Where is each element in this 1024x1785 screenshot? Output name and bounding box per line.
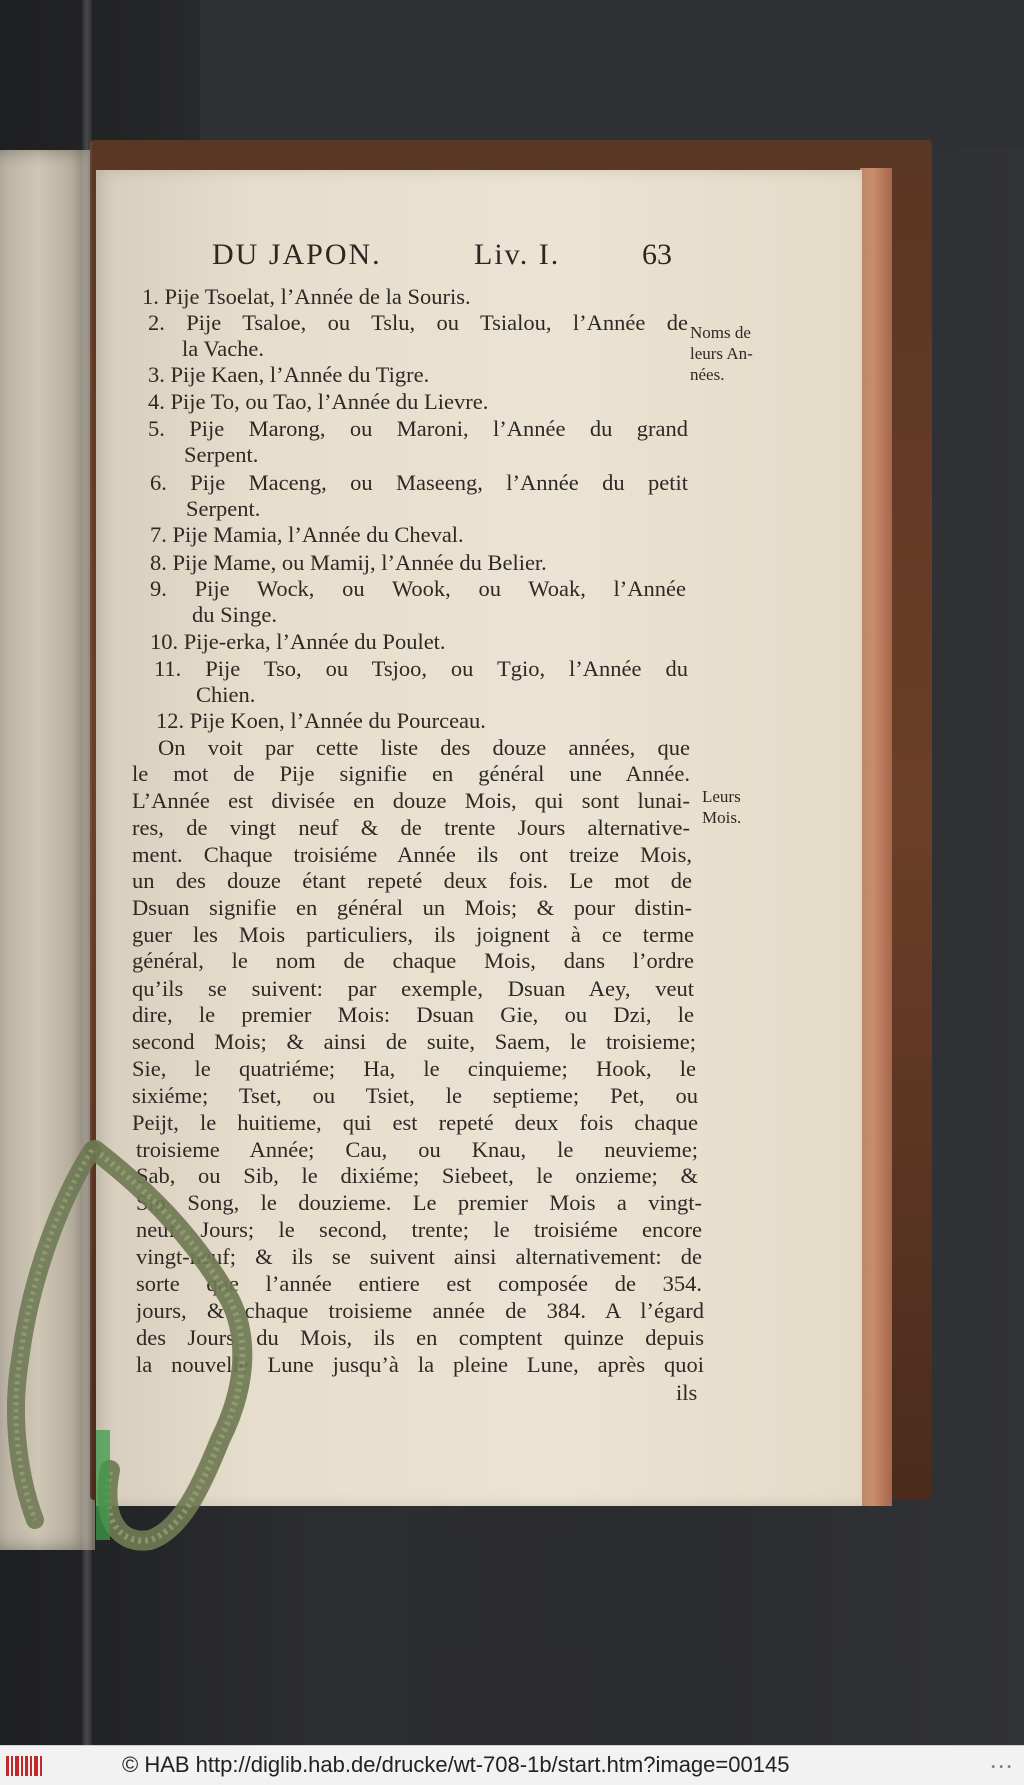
- text-line: guer les Mois particuliers, ils joignent à ce terme: [132, 922, 694, 947]
- text-line: un des douze étant repeté deux fois. Le mot de: [132, 868, 692, 893]
- margin-note-line: Mois.: [702, 808, 742, 827]
- text-line: sorte que l’année entiere est composée de 354.: [136, 1271, 702, 1296]
- text-line: ment. Chaque troisiéme Année ils ont treize Mois,: [132, 842, 692, 867]
- text-line: la Vache.: [182, 336, 265, 361]
- text-line: Sie, le quatriéme; Ha, le cinquieme; Hook, le: [132, 1056, 696, 1081]
- left-page-edge: [0, 150, 95, 1550]
- text-line: Dsuan signifie en général un Mois; & pour distin-: [132, 895, 692, 920]
- text-line: 3. Pije Kaen, l’Année du Tigre.: [148, 362, 430, 387]
- text-line: Sab, ou Sib, le dixiéme; Siebeet, le onzieme; &: [136, 1163, 698, 1188]
- text-line: la nouvelle Lune jusqu’à la pleine Lune, après quoi: [136, 1352, 704, 1377]
- margin-note-line: leurs An-: [690, 344, 753, 363]
- page-number: 63: [642, 238, 672, 271]
- text-line: second Mois; & ainsi de suite, Saem, le troisieme;: [132, 1029, 696, 1054]
- text-line: général, le nom de chaque Mois, dans l’ordre: [132, 948, 694, 973]
- text-line: 1. Pije Tsoelat, l’Année de la Souris.: [142, 284, 471, 309]
- glass-strap: [82, 0, 92, 1745]
- text-line: du Singe.: [192, 602, 278, 627]
- text-line: 10. Pije-erka, l’Année du Poulet.: [150, 629, 446, 654]
- text-line: res, de vingt neuf & de trente Jours alternative-: [132, 815, 690, 840]
- text-line: Serpent.: [186, 496, 261, 521]
- running-head: [212, 238, 682, 278]
- text-line: neuf Jours; le second, trente; le troisiéme encore: [136, 1217, 702, 1242]
- margin-note-line: Leurs: [702, 787, 741, 806]
- text-line: qu’ils se suivent: par exemple, Dsuan Aey, veut: [132, 976, 694, 1001]
- text-line: le mot de Pije signifie en général une Année.: [132, 761, 690, 786]
- text-line: des Jours du Mois, ils en comptent quinze depuis: [136, 1325, 704, 1350]
- text-line: 11. Pije Tso, ou Tsjoo, ou Tgio, l’Année du: [154, 656, 688, 681]
- page-edges: [860, 168, 892, 1506]
- text-line: 5. Pije Marong, ou Maroni, l’Année du grand: [148, 416, 688, 441]
- hab-barcode-logo-icon: [4, 1754, 46, 1778]
- footer-source-link[interactable]: © HAB http://diglib.hab.de/drucke/wt-708-1b/start.htm?image=00145: [122, 1752, 790, 1777]
- dark-backdrop: [200, 0, 1024, 150]
- running-head-book: Liv. I.: [474, 238, 561, 271]
- text-line: sixiéme; Tset, ou Tsiet, le septieme; Pet, ou: [132, 1083, 698, 1108]
- text-line: dire, le premier Mois: Dsuan Gie, ou Dzi, le: [132, 1002, 694, 1027]
- margin-note-line: Noms de: [690, 323, 751, 342]
- text-line: Chien.: [196, 682, 256, 707]
- margin-note-months: [702, 786, 741, 828]
- text-line: Serpent.: [184, 442, 259, 467]
- text-line: 8. Pije Mame, ou Mamij, l’Année du Belier.: [150, 550, 547, 575]
- text-line: vingt-neuf; & ils se suivent ainsi alternativement: de: [136, 1244, 702, 1269]
- text-line: 6. Pije Maceng, ou Maseeng, l’Année du petit: [150, 470, 688, 495]
- text-line: 2. Pije Tsaloe, ou Tslu, ou Tsialou, l’Année de: [148, 310, 688, 335]
- text-line: Peijt, le huitieme, qui est repeté deux fois chaque: [132, 1110, 698, 1135]
- text-line: L’Année est divisée en douze Mois, qui sont lunai-: [132, 788, 690, 813]
- text-line: 9. Pije Wock, ou Wook, ou Woak, l’Année: [150, 576, 686, 601]
- text-line: ils: [676, 1380, 698, 1405]
- margin-note-years: [690, 322, 753, 385]
- text-line: 12. Pije Koen, l’Année du Pourceau.: [156, 708, 486, 733]
- text-line: 7. Pije Mamia, l’Année du Cheval.: [150, 522, 464, 547]
- running-head-title: DU JAPON.: [212, 238, 382, 271]
- dots-icon[interactable]: •••: [990, 1762, 1014, 1773]
- text-line: Sip Song, le douzieme. Le premier Mois a vingt-: [136, 1190, 702, 1215]
- text-line: On voit par cette liste des douze années, que: [158, 735, 690, 760]
- text-line: 4. Pije To, ou Tao, l’Année du Lievre.: [148, 389, 489, 414]
- text-line: troisieme Année; Cau, ou Knau, le neuvieme;: [136, 1137, 698, 1162]
- text-line: jours, & chaque troisieme année de 384. A l’égard: [136, 1298, 704, 1323]
- margin-note-line: nées.: [690, 365, 725, 384]
- viewer-footer: [0, 1745, 1024, 1785]
